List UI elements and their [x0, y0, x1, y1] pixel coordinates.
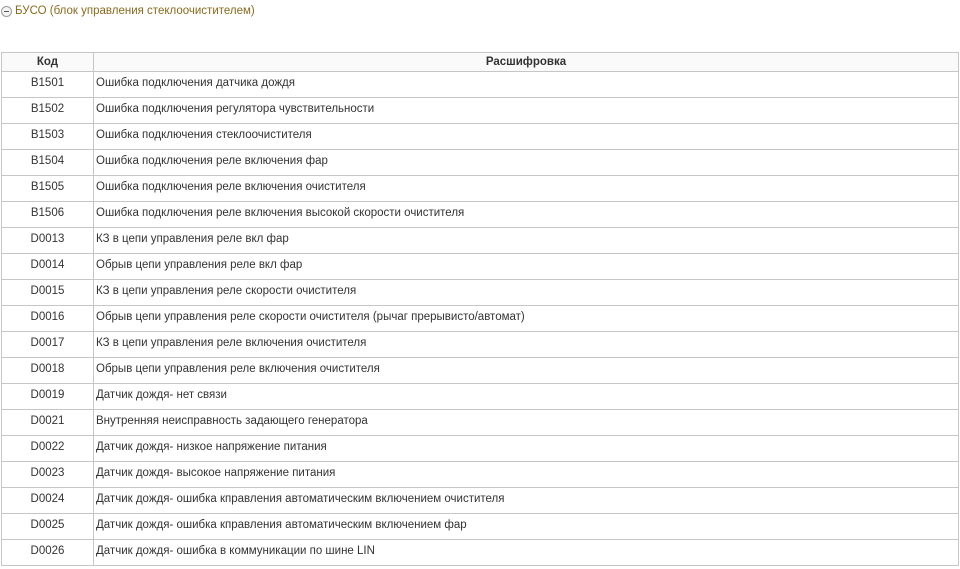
table-row	[2, 488, 959, 514]
error-code-cell: D0024	[2, 488, 94, 514]
error-description-cell: Датчик дождя- нет связи	[94, 384, 959, 410]
error-description-cell: Датчик дождя- ошибка в коммуникации по шине LIN	[94, 540, 959, 566]
error-codes-table	[1, 52, 959, 566]
error-code-cell: B1503	[2, 124, 94, 150]
error-code-cell: B1505	[2, 176, 94, 202]
table-row	[2, 306, 959, 332]
error-code-cell: D0025	[2, 514, 94, 540]
error-code-cell: B1504	[2, 150, 94, 176]
error-description-cell: Обрыв цепи управления реле включения очистителя	[94, 358, 959, 384]
error-description-cell: Датчик дождя- ошибка кправления автоматическим включением очистителя	[94, 488, 959, 514]
column-header-description: Расшифровка	[94, 53, 959, 72]
table-row	[2, 228, 959, 254]
table-row	[2, 72, 959, 98]
error-code-cell: D0015	[2, 280, 94, 306]
section-title: БУСО (блок управления стеклоочистителем)	[15, 5, 255, 17]
error-code-cell: D0023	[2, 462, 94, 488]
table-row	[2, 254, 959, 280]
error-code-cell: D0021	[2, 410, 94, 436]
table-header-row	[2, 53, 959, 72]
error-code-cell: D0014	[2, 254, 94, 280]
error-description-cell: Обрыв цепи управления реле скорости очистителя (рычаг прерывисто/автомат)	[94, 306, 959, 332]
table-row	[2, 540, 959, 566]
table-row	[2, 332, 959, 358]
column-header-code: Код	[2, 53, 94, 72]
table-row	[2, 98, 959, 124]
error-code-cell: B1502	[2, 98, 94, 124]
error-code-cell: D0017	[2, 332, 94, 358]
error-description-cell: Ошибка подключения реле включения фар	[94, 150, 959, 176]
error-code-cell: D0016	[2, 306, 94, 332]
error-code-cell: D0022	[2, 436, 94, 462]
table-row	[2, 280, 959, 306]
table-row	[2, 358, 959, 384]
table-row	[2, 124, 959, 150]
table-row	[2, 410, 959, 436]
error-code-cell: D0013	[2, 228, 94, 254]
table-row	[2, 462, 959, 488]
error-description-cell: КЗ в цепи управления реле включения очистителя	[94, 332, 959, 358]
table-row	[2, 202, 959, 228]
section-toggle[interactable]	[1, 3, 255, 19]
error-description-cell: Датчик дождя- ошибка кправления автоматическим включением фар	[94, 514, 959, 540]
table-row	[2, 384, 959, 410]
error-code-cell: D0018	[2, 358, 94, 384]
table-row	[2, 150, 959, 176]
error-description-cell: Ошибка подключения датчика дождя	[94, 72, 959, 98]
table-row	[2, 436, 959, 462]
error-code-cell: D0026	[2, 540, 94, 566]
error-description-cell: КЗ в цепи управления реле скорости очистителя	[94, 280, 959, 306]
table-row	[2, 176, 959, 202]
error-description-cell: Ошибка подключения стеклоочистителя	[94, 124, 959, 150]
collapse-minus-icon[interactable]	[1, 6, 12, 17]
error-description-cell: Внутренняя неисправность задающего генератора	[94, 410, 959, 436]
table-row	[2, 514, 959, 540]
error-code-cell: B1501	[2, 72, 94, 98]
error-description-cell: Ошибка подключения регулятора чувствительности	[94, 98, 959, 124]
error-description-cell: КЗ в цепи управления реле вкл фар	[94, 228, 959, 254]
error-description-cell: Ошибка подключения реле включения высокой скорости очистителя	[94, 202, 959, 228]
error-description-cell: Датчик дождя- высокое напряжение питания	[94, 462, 959, 488]
error-code-cell: D0019	[2, 384, 94, 410]
error-description-cell: Ошибка подключения реле включения очистителя	[94, 176, 959, 202]
error-description-cell: Обрыв цепи управления реле вкл фар	[94, 254, 959, 280]
error-description-cell: Датчик дождя- низкое напряжение питания	[94, 436, 959, 462]
error-code-cell: B1506	[2, 202, 94, 228]
